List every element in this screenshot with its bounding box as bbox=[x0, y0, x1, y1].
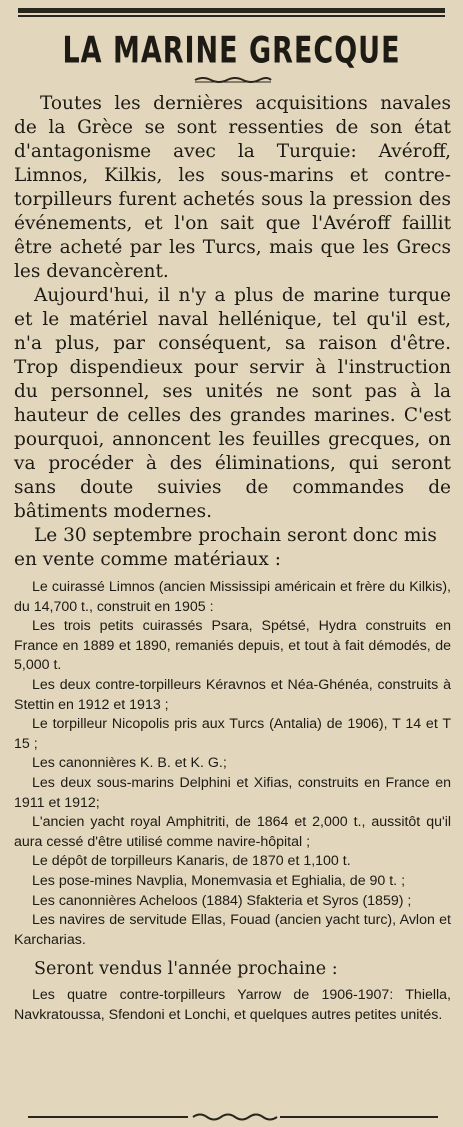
sale-lead-in: Le 30 septembre prochain seront donc mis en vente comme matériaux : bbox=[14, 525, 437, 570]
ship-list bbox=[14, 578, 451, 950]
intro-paragraph: Toutes les dernières acquisitions navales de la Grèce se sont ressenties de son état d'antagonisme avec la Turquie: Avéroff, Limnos, Kilkis, les sous-marins et contre-torpilleurs furent achetés sous la pression des événements, et l'on sait que l'Avéroff faillit être acheté par les Turcs, mais que les Grecs les devancèrent. bbox=[14, 93, 451, 282]
list-item: Les navires de servitude Ellas, Fouad (ancien yacht turc), Avlon et Karcharias. bbox=[14, 912, 451, 948]
list-item: Le torpilleur Nicopolis pris aux Turcs (Antalia) de 1906), T 14 et T 15 ; bbox=[14, 716, 451, 752]
list-item: Le dépôt de torpilleurs Kanaris, de 1870 et 1,100 t. bbox=[32, 853, 351, 870]
top-double-rule bbox=[18, 8, 445, 13]
list-item: Les deux contre-torpilleurs Kéravnos et Néa-Ghénéa, construits à Stettin en 1912 et 1913 ; bbox=[14, 676, 451, 713]
list-item: Les trois petits cuirassés Psara, Spétsé, Hydra construits en France en 1889 et 1890, remaniés depuis, et tout à fait démodés, de 5,000 t. bbox=[14, 618, 451, 674]
article-title: LA MARINE GRECQUE bbox=[62, 30, 401, 72]
next-year-subhead: Seront vendus l'année prochaine : bbox=[34, 959, 338, 980]
second-paragraph: Aujourd'hui, il n'y a plus de marine turque et le matériel naval hellénique, tel qu'il est, n'a plus, par conséquent, sa raison d'être. Trop dispendieux pour servir à l'instruction du personnel, ses unités ne sont pas à la hauteur de celles des grandes marines. C'est pourquoi, annoncent les feuilles grecques, on va procéder à des éliminations, qui seront sans doute suivies de commandes de bâtiments modernes. bbox=[14, 285, 451, 522]
list-item: Les deux sous-marins Delphini et Xifias, construits en France en 1911 et 1912; bbox=[14, 774, 451, 811]
list-item: Le cuirassé Limnos (ancien Mississipi américain et frère du Kilkis), du 14,700 t., construit en 1905 : bbox=[14, 579, 451, 615]
final-list-item: Les quatre contre-torpilleurs Yarrow de 1906-1907: Thiella, Navkratoussa, Sfendoni et Lonchi, et quelques autres petites unités. bbox=[14, 987, 451, 1023]
list-item: Les canonnières Acheloos (1884) Sfakteria et Syros (1859) ; bbox=[32, 892, 412, 909]
list-item: Les canonnières K. B. et K. G.; bbox=[32, 755, 227, 772]
title-ornament bbox=[193, 76, 273, 84]
list-item: L'ancien yacht royal Amphitriti, de 1864 et 2,000 t., aussitôt qu'il aura cessé d'être utilisé comme navire-hôpital ; bbox=[14, 814, 451, 850]
list-item: Les pose-mines Navplia, Monemvasia et Eghialia, de 90 t. ; bbox=[32, 872, 406, 889]
article-body bbox=[14, 92, 451, 1025]
bottom-ornamental-rule bbox=[28, 1112, 438, 1122]
